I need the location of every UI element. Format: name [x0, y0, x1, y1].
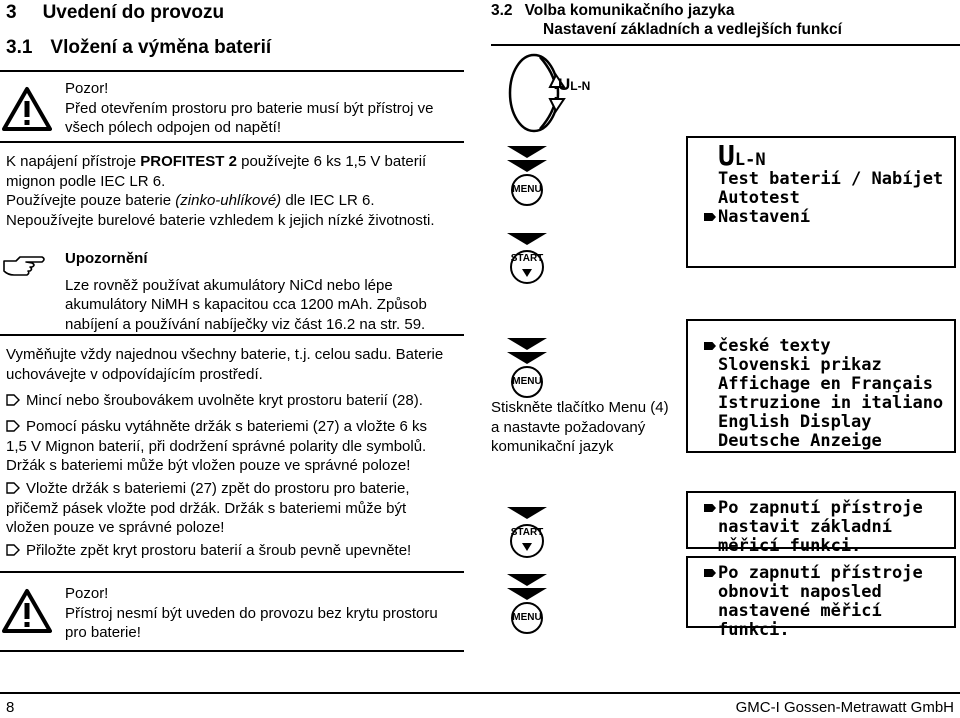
section-title: Uvedení do provozu	[42, 2, 225, 23]
step-line: Mincí nebo šroubovákem uvolněte kryt prostoru baterií (28).	[26, 392, 423, 409]
replace-paragraph	[6, 345, 443, 384]
note-block	[65, 249, 427, 334]
step-line: Držák s bateriemi může být vložen pouze ve správné poloze!	[6, 457, 411, 474]
rotary-position-label	[558, 75, 590, 95]
lcd-title	[718, 139, 948, 172]
warning-triangle-icon	[2, 86, 52, 132]
section-number: 3	[6, 2, 17, 23]
instruction-line: Stiskněte tlačítko Menu (4)	[491, 399, 669, 416]
lcd-language-menu	[686, 319, 956, 453]
warning-line: Před otevřením prostoru pro baterie musí být přístroj ve	[65, 99, 434, 117]
subsection-heading	[6, 37, 271, 59]
warning-line: Přístroj nesmí být uveden do provozu bez krytu prostoru	[65, 604, 438, 622]
note-line: Lze rovněž používat akumulátory NiCd nebo lépe	[65, 276, 393, 294]
step-line: Vložte držák s bateriemi (27) zpět do prostoru pro baterie,	[26, 480, 410, 497]
step-item	[6, 479, 466, 538]
lcd-language-item: English Display	[718, 412, 872, 432]
start-key-2	[505, 507, 549, 559]
divider-left-5	[0, 650, 464, 652]
company-name: GMC-I Gossen-Metrawatt GmbH	[735, 699, 954, 716]
arrow-bullet-icon	[6, 482, 20, 494]
voltage-symbol: U	[558, 75, 571, 94]
lcd-option-line: Po zapnutí přístroje	[718, 499, 948, 518]
text: dle IEC LR 6.	[281, 192, 375, 209]
divider-right-top	[491, 44, 960, 46]
warning-triangle-icon	[2, 588, 52, 634]
subsection-number: 3.2	[491, 2, 513, 19]
lcd-title-sub: L-N	[734, 150, 766, 170]
lcd-option-line: nastavit základní	[718, 517, 892, 537]
paragraph-line: mignon podle IEC LR 6.	[6, 172, 166, 190]
step-line: vložen pouze ve správné poloze!	[6, 519, 225, 536]
step-line: 1,5 V Mignon baterií, při dodržení správné polarity dle symbolů.	[6, 437, 427, 455]
arrow-bullet-icon	[6, 544, 20, 556]
arrow-bullet-icon	[6, 394, 20, 406]
lcd-option-line: obnovit naposled	[718, 582, 882, 602]
menu-key-1	[505, 146, 549, 206]
lcd-menu-item: Autotest	[718, 188, 800, 208]
double-arrow-down-icon	[505, 574, 549, 634]
divider-left-3	[0, 334, 464, 336]
product-name: PROFITEST 2	[140, 153, 237, 170]
footer-rule	[0, 692, 960, 694]
note-line: akumulátory NiMH s kapacitou cca 1200 mAh. Způsob	[65, 296, 427, 313]
start-key-1	[505, 233, 549, 285]
lcd-option-1	[686, 491, 956, 556]
instruction-line: komunikační jazyk	[491, 438, 614, 455]
lcd-language-item: Deutsche Anzeige	[718, 431, 882, 451]
voltage-subscript: L-N	[570, 79, 591, 93]
warning-title: Pozor!	[65, 585, 109, 602]
section-heading	[6, 2, 224, 24]
subsection-title: Volba komunikačního jazyka	[524, 2, 735, 19]
divider-left-top	[0, 70, 464, 72]
lcd-option-line: funkci.	[718, 620, 790, 640]
step-line: Přiložte zpět kryt prostoru baterií a šroub pevně upevněte!	[26, 542, 412, 559]
page-number: 8	[6, 699, 15, 716]
menu-key-label: MENU	[512, 612, 542, 623]
lcd-language-item: Affichage en Français	[718, 374, 933, 394]
lcd-option-line: Po zapnutí přístroje	[718, 564, 948, 583]
paragraph-line: Nepoužívejte burelové baterie vzhledem k jejich nízké životnosti.	[6, 211, 435, 229]
note-line: nabíjení a používání nabíječky viz část 16.2 na str. 59.	[65, 315, 426, 333]
lcd-option-line: měřicí funkci.	[718, 536, 862, 556]
menu-key-label: MENU	[512, 376, 542, 387]
double-arrow-down-icon	[505, 146, 549, 206]
subsection-title: Vložení a výměna baterií	[50, 37, 272, 58]
instruction-text	[491, 398, 669, 457]
lcd-option-line: nastavené měřicí	[718, 601, 882, 621]
double-arrow-down-icon	[505, 338, 549, 398]
battery-paragraph	[6, 152, 435, 230]
start-key-label: START	[510, 253, 544, 264]
paragraph-line	[6, 191, 435, 211]
menu-key-2	[505, 338, 549, 398]
step-item	[6, 417, 466, 476]
text: K napájení přístroje	[6, 153, 141, 170]
paragraph-line	[6, 152, 435, 172]
lcd-main-menu	[686, 136, 956, 268]
warning-title: Pozor!	[65, 80, 109, 97]
lcd-language-item: Slovenski prikaz	[718, 355, 882, 375]
menu-key-3	[505, 574, 549, 634]
menu-key-label: MENU	[512, 184, 542, 195]
step-line: přičemž pásek vložte pod držák. Držák s bateriemi může být	[6, 499, 407, 517]
step-item	[6, 541, 466, 561]
step-item	[6, 391, 466, 413]
warning-block-1	[65, 79, 434, 138]
lcd-menu-item-selected: Nastavení	[718, 208, 948, 227]
start-key-label: START	[510, 527, 544, 538]
right-heading	[491, 2, 734, 20]
warning-block-2	[65, 584, 438, 643]
lcd-menu-item: Test baterií / Nabíjet	[718, 169, 944, 189]
lcd-title-u: U	[718, 139, 735, 172]
warning-line: všech pólech odpojen od napětí!	[65, 119, 281, 136]
divider-left-2	[0, 141, 464, 143]
battery-type: (zinko-uhlíkové)	[175, 192, 282, 209]
warning-line: pro baterie!	[65, 624, 141, 641]
lcd-option-2	[686, 556, 956, 640]
paragraph-line: Vyměňujte vždy najednou všechny baterie, t.j. celou sadu. Baterie	[6, 346, 444, 363]
subsection-number: 3.1	[6, 37, 33, 58]
note-title: Upozornění	[65, 250, 148, 267]
step-line: Pomocí pásku vytáhněte držák s bateriemi (27) a vložte 6 ks	[26, 418, 428, 435]
text: používejte 6 ks 1,5 V baterií	[236, 153, 427, 170]
lcd-language-item: Istruzione in italiano	[718, 393, 944, 413]
paragraph-line: uchovávejte v odpovídajícím prostředí.	[6, 365, 263, 383]
right-heading-line2: Nastavení základních a vedlejších funkcí	[543, 21, 842, 38]
instruction-line: a nastavte požadovaný	[491, 418, 646, 436]
divider-left-4	[0, 571, 464, 573]
text: Používejte pouze baterie	[6, 192, 176, 209]
arrow-bullet-icon	[6, 420, 20, 432]
lcd-language-selected: české texty	[718, 337, 948, 356]
pointing-hand-icon	[2, 253, 48, 279]
